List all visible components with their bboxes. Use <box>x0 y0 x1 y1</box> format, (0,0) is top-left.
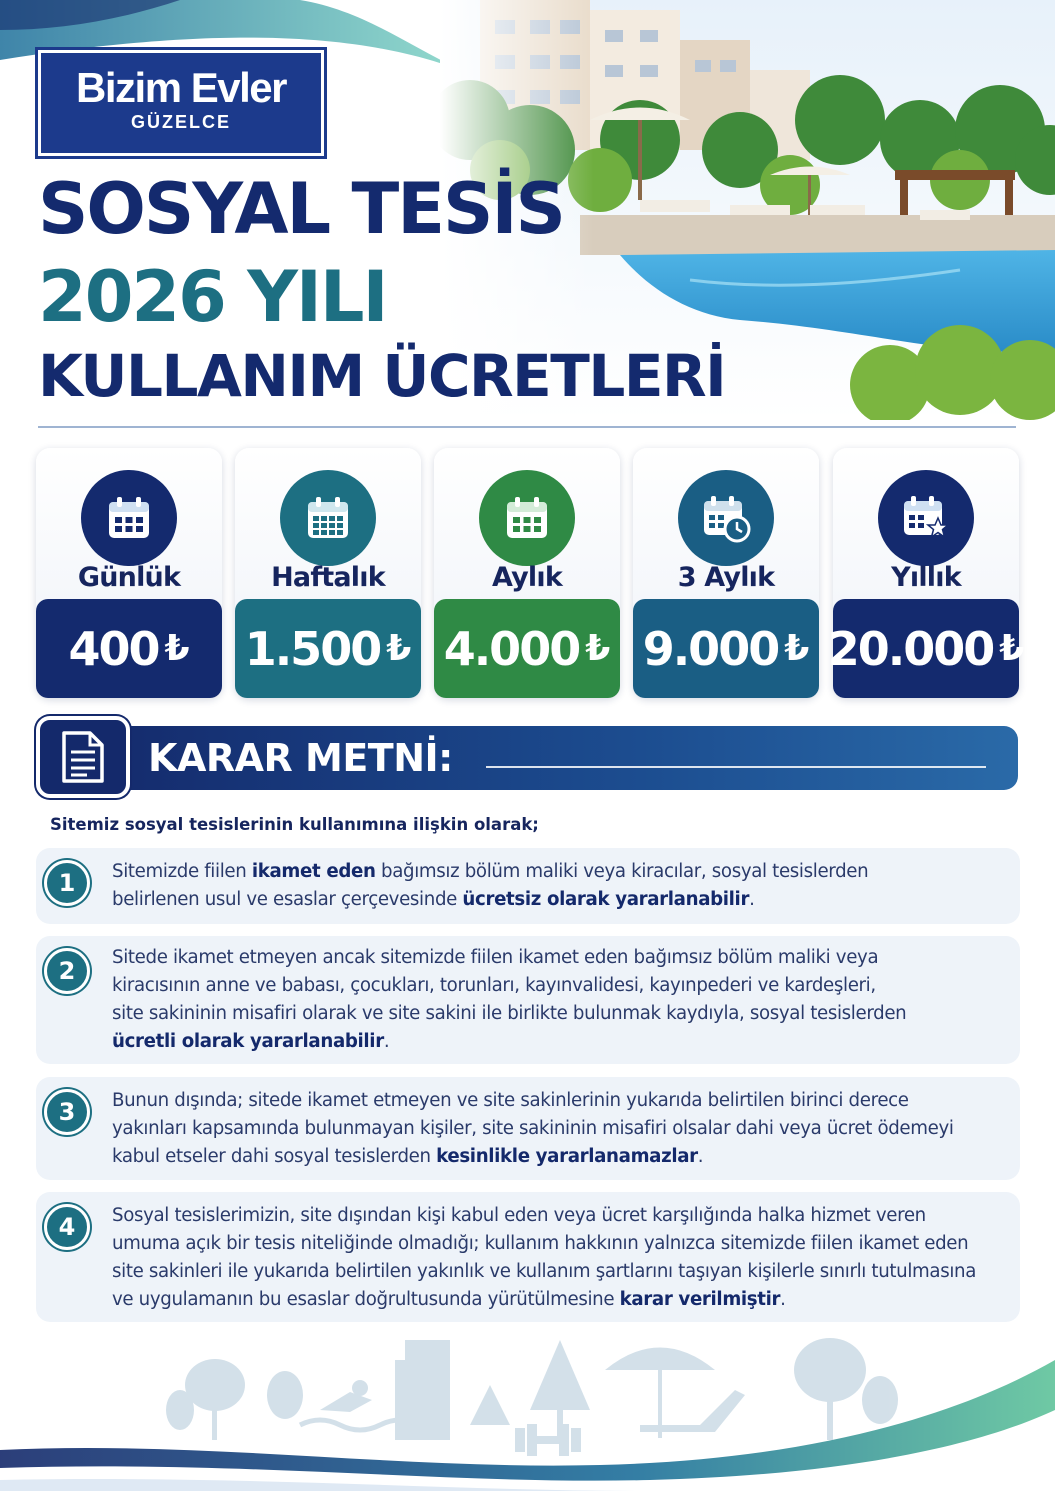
pricing-amount-box <box>434 599 620 698</box>
pricing-label: Günlük <box>77 562 181 593</box>
brand-logo <box>38 50 324 156</box>
decision-item-1 <box>36 848 1020 924</box>
pricing-amount: 9.000 <box>642 621 779 676</box>
item-line: ücretli olarak yararlanabilir. <box>112 1031 390 1052</box>
item-line: umuma açık bir tesis niteliğinde olmadığı; kullanım hakkının yalnızca sitemizde fiilen ikamet eden <box>112 1233 969 1254</box>
item-line: yakınları kapsamında bulunmayan kişiler, site sakininin misafiri olsalar dahi veya ücret ödemeyi <box>112 1118 954 1139</box>
calendar-icon <box>479 470 575 566</box>
pricing-amount: 20.000 <box>827 621 994 676</box>
calendar-star-icon <box>878 470 974 566</box>
pricing-label: Haftalık <box>271 562 385 593</box>
pricing-amount-box <box>235 599 421 698</box>
currency-symbol: ₺ <box>164 628 190 669</box>
decision-heading: KARAR METNİ: <box>148 736 453 780</box>
pricing-amount-box <box>36 599 222 698</box>
item-line: Bunun dışında; sitede ikamet etmeyen ve site sakinlerinin yukarıda belirtilen birinci derece <box>112 1090 909 1111</box>
pricing-card-daily <box>36 448 222 698</box>
currency-symbol: ₺ <box>386 628 412 669</box>
item-line: site sakininin misafiri olarak ve site sakini ile birlikte bulunmak kaydıyla, sosyal tesislerden <box>112 1003 907 1024</box>
item-line: ve uygulamanın bu esaslar doğrultusunda yürütülmesine karar verilmiştir. <box>112 1289 786 1310</box>
item-number: 3 <box>44 1089 90 1135</box>
currency-symbol: ₺ <box>999 628 1025 669</box>
pricing-label: Aylık <box>492 562 562 593</box>
title-divider <box>38 426 1016 428</box>
pricing-card-weekly <box>235 448 421 698</box>
item-line: belirlenen usul ve esaslar çerçevesinde ücretsiz olarak yararlanabilir. <box>112 889 755 910</box>
item-text <box>112 1087 1002 1171</box>
decision-header <box>36 716 1018 798</box>
item-text <box>112 858 1002 914</box>
pricing-cards <box>36 448 1025 698</box>
item-line: kabul etseler dahi sosyal tesislerden kesinlikle yararlanamazlar. <box>112 1146 704 1167</box>
decision-heading-rule <box>486 766 986 768</box>
title-line-3: KULLANIM ÜCRETLERİ <box>38 342 726 410</box>
item-line: site sakinleri ile yukarıda belirtilen yakınlık ve kullanım şartlarını taşıyan kişilerle sınırlı tutulmasına <box>112 1261 977 1282</box>
decision-item-3 <box>36 1077 1020 1180</box>
pricing-amount-box <box>633 599 819 698</box>
pricing-amount: 4.000 <box>443 621 580 676</box>
pricing-label: Yıllık <box>891 562 961 593</box>
item-number: 2 <box>44 948 90 994</box>
item-number: 4 <box>44 1204 90 1250</box>
item-line: kiracısının anne ve babası, çocukları, torunları, kayınvalidesi, kayınpederi ve kardeşleri, <box>112 975 876 996</box>
brand-sub: GÜZELCE <box>130 112 231 132</box>
calendar-icon <box>280 470 376 566</box>
calendar-clock-icon <box>678 470 774 566</box>
currency-symbol: ₺ <box>585 628 611 669</box>
item-line: Sosyal tesislerimizin, site dışından kişi kabul eden veya ücret karşılığında halka hizmet veren <box>112 1205 926 1226</box>
pricing-label: 3 Aylık <box>677 562 775 593</box>
item-text <box>112 1202 1002 1314</box>
pricing-amount-box <box>827 599 1025 698</box>
decision-intro: Sitemiz sosyal tesislerinin kullanımına ilişkin olarak; <box>50 815 539 834</box>
brand-name: Bizim Evler <box>76 64 286 111</box>
title-line-2: 2026 YILI <box>38 256 387 338</box>
pricing-card-quarterly <box>633 448 819 698</box>
pricing-card-monthly <box>434 448 620 698</box>
calendar-icon <box>81 470 177 566</box>
pricing-amount: 400 <box>68 621 159 676</box>
item-text <box>112 944 1002 1056</box>
title-line-1: SOSYAL TESİS <box>38 168 564 250</box>
item-line: Sitemizde fiilen ikamet eden bağımsız bölüm maliki veya kiracılar, sosyal tesislerden <box>112 861 869 882</box>
decision-item-2 <box>36 936 1020 1064</box>
currency-symbol: ₺ <box>784 628 810 669</box>
item-line: Sitede ikamet etmeyen ancak sitemizde fiilen ikamet eden bağımsız bölüm maliki veya <box>112 947 879 968</box>
bottom-decoration <box>0 1300 1055 1491</box>
pricing-card-yearly <box>827 448 1025 698</box>
pricing-amount: 1.500 <box>244 621 381 676</box>
item-number: 1 <box>44 860 90 906</box>
document-icon <box>36 716 130 798</box>
